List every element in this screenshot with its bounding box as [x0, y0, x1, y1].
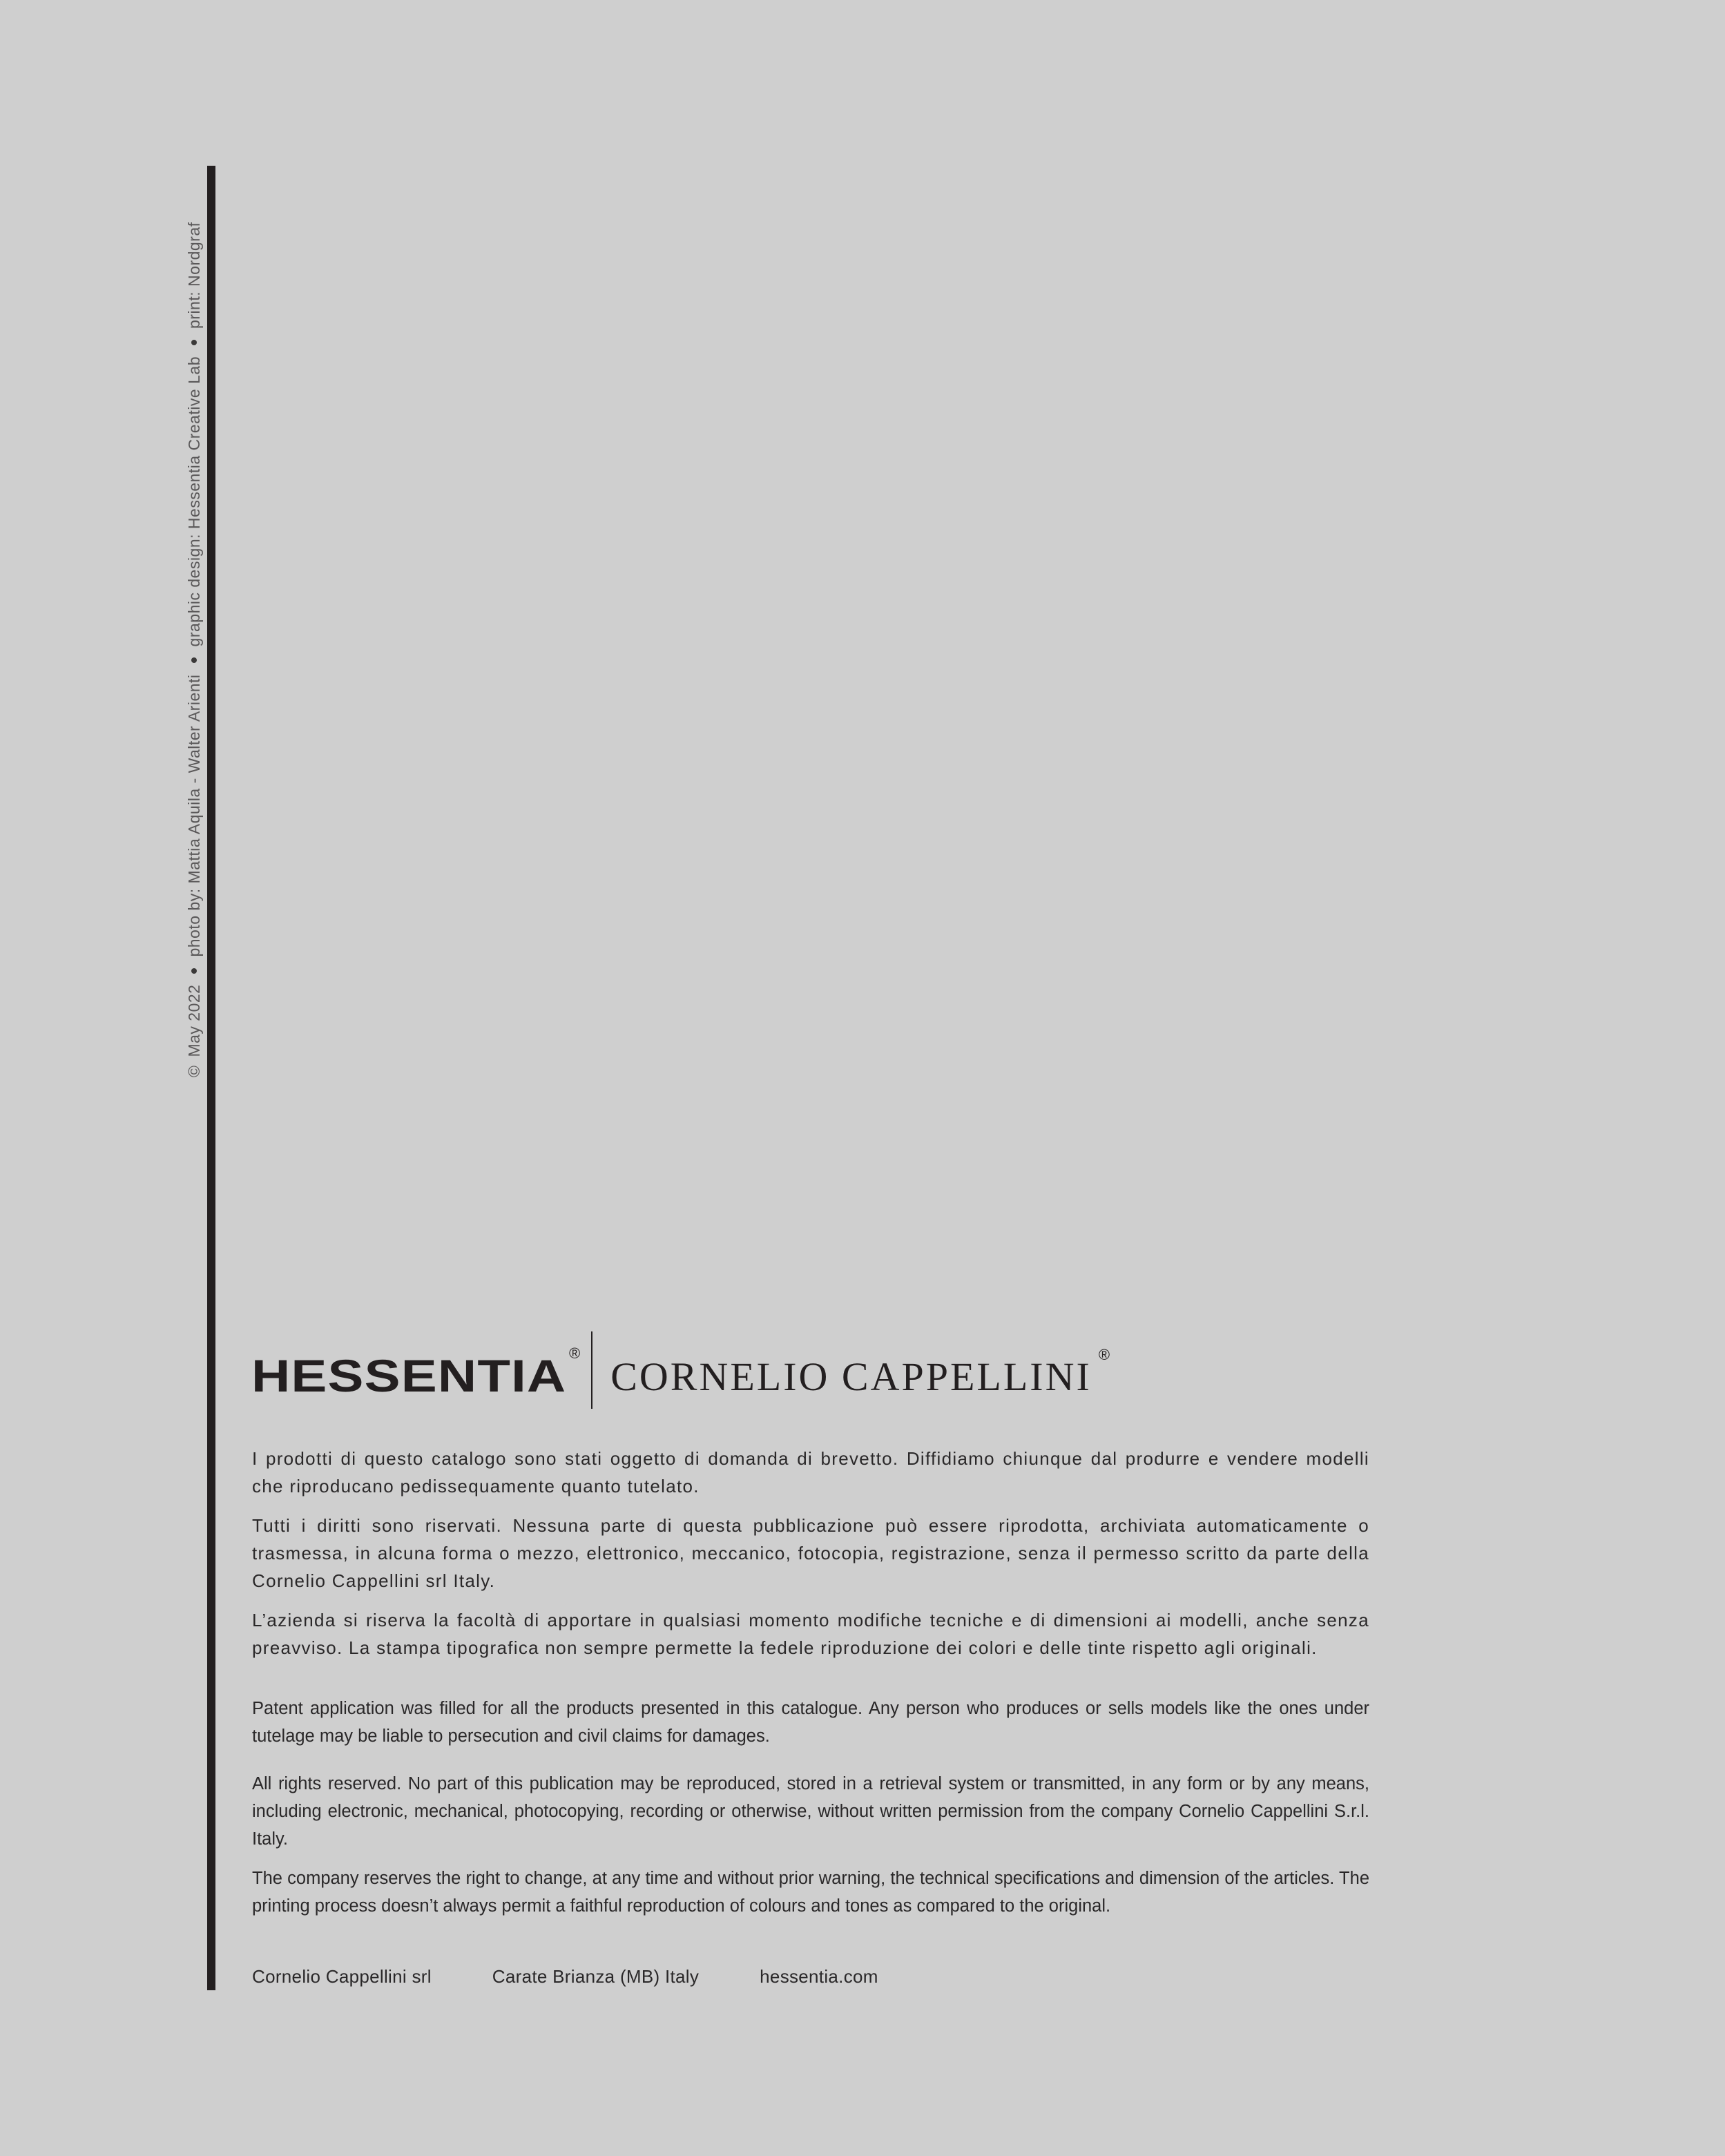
- english-paragraph: The company reserves the right to change, at any time and without prior warning, the technical specifications and dimension of the articles. The printing process doesn’t always permit a faithful reproduction of colours and tones as compared to the original.: [252, 1869, 1369, 1916]
- vertical-divider-bar: [207, 166, 215, 1990]
- vertical-credits: [184, 222, 204, 1077]
- hessentia-logo: HESSENTIA: [251, 1350, 567, 1401]
- footer: [252, 1963, 939, 1990]
- footer-company: Cornelio Cappellini srl: [252, 1966, 432, 1987]
- italian-notice: [252, 1445, 1369, 1662]
- italian-paragraph: Tutti i diritti sono riservati. Nessuna parte di questa pubblicazione può essere riprodotta, archiviata automaticamente o trasmessa, in alcuna forma o mezzo, elettronico, meccanico, fotocopia, registrazione, senza il permesso scritto da parte della Cornelio Cappellini srl Italy.: [252, 1515, 1369, 1591]
- english-paragraph: All rights reserved. No part of this publication may be reproduced, stored in a retrieval system or transmitted, in any form or by any means, including electronic, mechanical, photocopying, recording or otherwise, without written permission from the company Cornelio Cappellini S.r.l. Italy.: [252, 1774, 1369, 1849]
- bullet-icon: [191, 340, 197, 345]
- english-notice: [252, 1695, 1369, 1920]
- bullet-icon: [191, 657, 197, 663]
- credits-date: May 2022: [185, 984, 203, 1057]
- english-paragraph: Patent application was filled for all the products presented in this catalogue. Any person who produces or sells models like the ones under tutelage may be liable to persecution and civil claims for damages.: [252, 1699, 1369, 1746]
- credits-photo: photo by: Mattia Aquila - Walter Arienti: [185, 674, 203, 957]
- cornelio-cappellini-logo: CORNELIO CAPPELLINI: [610, 1354, 1092, 1399]
- bullet-icon: [191, 968, 197, 974]
- copyright-symbol: ©: [185, 1065, 203, 1077]
- registered-mark: ®: [569, 1345, 581, 1362]
- footer-location: Carate Brianza (MB) Italy: [492, 1966, 700, 1987]
- footer-website-link[interactable]: hessentia.com: [760, 1966, 878, 1987]
- legal-notice: [252, 1445, 1369, 1932]
- credits-print: print: Nordgraf: [185, 222, 203, 329]
- credits-design: graphic design: Hessentia Creative Lab: [185, 356, 203, 647]
- registered-mark: ®: [1098, 1346, 1110, 1363]
- brand-logos: [251, 1330, 1110, 1410]
- italian-paragraph: I prodotti di questo catalogo sono stati oggetto di domanda di brevetto. Diffidiamo chiunque dal produrre e vendere modelli che riproducano pedissequamente quanto tutelato.: [252, 1448, 1369, 1496]
- italian-paragraph: L’azienda si riserva la facoltà di apportare in qualsiasi momento modifiche tecniche e di dimensioni ai modelli, anche senza preavviso. La stampa tipografica non sempre permette la fedele riproduzione dei colori e delle tinte rispetto agli originali.: [252, 1610, 1369, 1658]
